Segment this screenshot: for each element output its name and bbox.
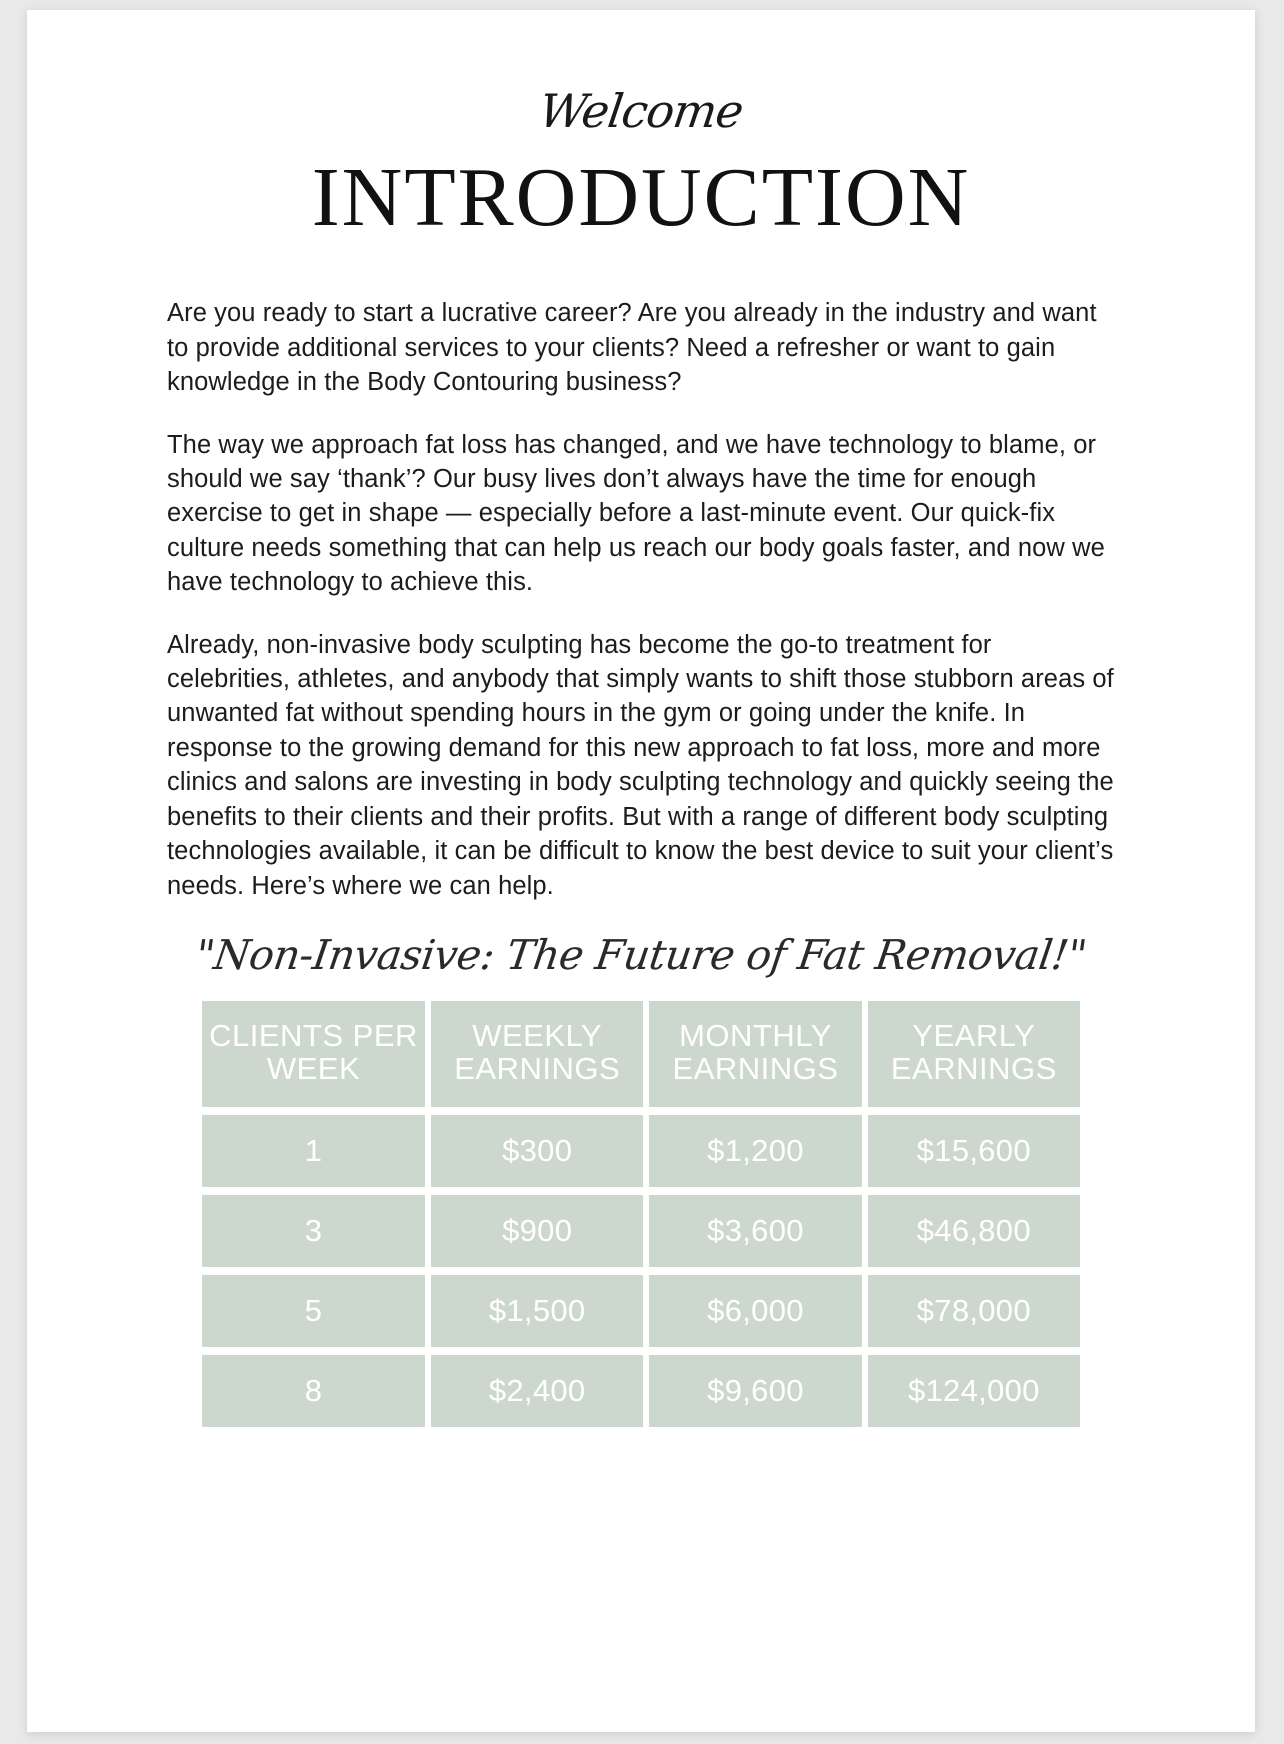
earnings-table-head bbox=[202, 1001, 1080, 1107]
column-header-clients-per-week: CLIENTS PER WEEK bbox=[202, 1001, 425, 1107]
earnings-table-body bbox=[202, 1115, 1080, 1427]
introduction-body bbox=[167, 296, 1115, 903]
table-row bbox=[202, 1275, 1080, 1347]
earnings-table bbox=[196, 993, 1086, 1435]
pull-quote: "Non-Invasive: The Future of Fat Removal!" bbox=[192, 931, 1090, 980]
cell-monthly: $6,000 bbox=[649, 1275, 861, 1347]
table-row bbox=[202, 1115, 1080, 1187]
cell-clients: 8 bbox=[202, 1355, 425, 1427]
document-page bbox=[27, 10, 1255, 1732]
cell-monthly: $9,600 bbox=[649, 1355, 861, 1427]
page-title: INTRODUCTION bbox=[311, 151, 971, 244]
cell-yearly: $124,000 bbox=[868, 1355, 1080, 1427]
cell-weekly: $900 bbox=[431, 1195, 643, 1267]
page-content bbox=[27, 84, 1255, 1435]
table-row bbox=[202, 1355, 1080, 1427]
column-header-weekly-earnings: WEEKLY EARNINGS bbox=[431, 1001, 643, 1107]
column-header-monthly-earnings: MONTHLY EARNINGS bbox=[649, 1001, 861, 1107]
cell-clients: 5 bbox=[202, 1275, 425, 1347]
cell-weekly: $1,500 bbox=[431, 1275, 643, 1347]
cell-yearly: $15,600 bbox=[868, 1115, 1080, 1187]
cell-clients: 3 bbox=[202, 1195, 425, 1267]
cell-weekly: $300 bbox=[431, 1115, 643, 1187]
table-header-row bbox=[202, 1001, 1080, 1107]
paragraph-1: Are you ready to start a lucrative career? Are you already in the industry and want to provide additional services to your clients? Need a refresher or want to gain knowledge in the Body Contouring business? bbox=[167, 299, 1097, 397]
cell-monthly: $3,600 bbox=[649, 1195, 861, 1267]
cell-weekly: $2,400 bbox=[431, 1355, 643, 1427]
cell-yearly: $46,800 bbox=[868, 1195, 1080, 1267]
cell-clients: 1 bbox=[202, 1115, 425, 1187]
paragraph-2: The way we approach fat loss has changed, and we have technology to blame, or should we say ‘thank’? Our busy lives don’t always have the time for enough exercise to get in shape — especially before a last-minute event. Our quick-fix culture needs something that can help us reach our body goals faster, and now we have technology to achieve this. bbox=[167, 430, 1105, 597]
table-row bbox=[202, 1195, 1080, 1267]
cell-yearly: $78,000 bbox=[868, 1275, 1080, 1347]
paragraph-3: Already, non-invasive body sculpting has become the go-to treatment for celebrities, athletes, and anybody that simply wants to shift those stubborn areas of unwanted fat without spending hours in the gym or going under the knife. In response to the growing demand for this new approach to fat loss, more and more clinics and salons are investing in body sculpting technology and quickly seeing the benefits to their clients and their profits. But with a range of different body sculpting technologies available, it can be difficult to know the best device to suit your client’s needs. Here’s where we can help. bbox=[167, 630, 1114, 900]
cell-monthly: $1,200 bbox=[649, 1115, 861, 1187]
column-header-yearly-earnings: YEARLY EARNINGS bbox=[868, 1001, 1080, 1107]
welcome-script-heading: Welcome bbox=[535, 84, 747, 138]
